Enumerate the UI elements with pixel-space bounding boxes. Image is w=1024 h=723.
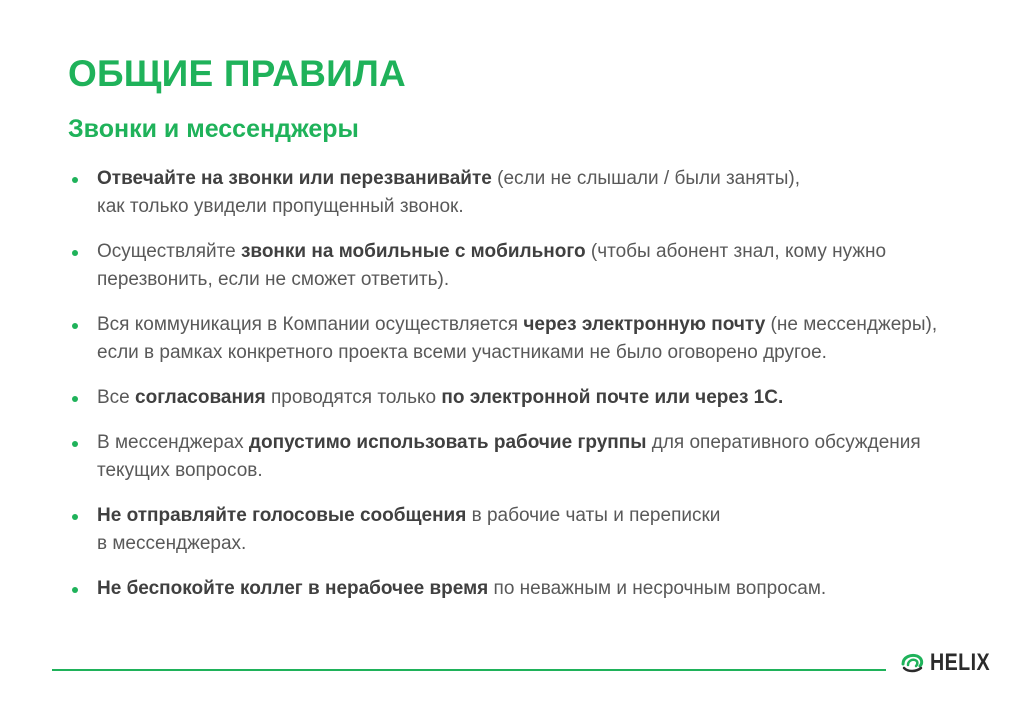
rule-text: Осуществляйте: [97, 241, 241, 262]
logo-text: HELIX: [930, 649, 991, 676]
rule-text: для оперативного обсуждения текущих вопросов.: [97, 432, 921, 481]
rules-list: [72, 165, 952, 620]
rule-item: [72, 311, 952, 367]
rule-text: В мессенджерах: [97, 432, 249, 453]
rule-text: в мессенджерах.: [97, 533, 247, 554]
rule-emphasis: согласования: [135, 387, 266, 408]
bullet-icon: [72, 396, 78, 402]
bullet-icon: [72, 514, 78, 520]
rule-item: [72, 165, 952, 221]
helix-swirl-icon: [900, 651, 926, 675]
footer-divider: [52, 669, 886, 671]
rule-item: [72, 575, 952, 603]
bullet-icon: [72, 441, 78, 447]
section-subtitle: Звонки и мессенджеры: [68, 115, 359, 143]
rule-emphasis: Не отправляйте голосовые сообщения: [97, 505, 467, 526]
rule-text: (если не слышали / были заняты),: [491, 168, 800, 189]
rule-text: в рабочие чаты и переписки: [466, 505, 721, 526]
rule-text: проводятся только: [265, 387, 442, 408]
rule-text: как только увидели пропущенный звонок.: [97, 196, 464, 217]
rule-text: Все: [97, 387, 136, 408]
rule-text: по неважным и несрочным вопросам.: [488, 578, 827, 599]
rule-emphasis: Не беспокойте коллег в нерабочее время: [97, 578, 489, 599]
rule-emphasis: звонки на мобильные с мобильного: [240, 241, 586, 262]
rule-item: [72, 502, 952, 558]
rule-text: (не мессенджеры), если в рамках конкретного проекта всеми участниками не было оговорено другое.: [97, 314, 938, 363]
helix-logo: [900, 648, 1003, 678]
rule-emphasis: по электронной почте или через 1С.: [441, 387, 784, 408]
bullet-icon: [72, 177, 78, 183]
rule-item: [72, 429, 952, 485]
bullet-icon: [72, 587, 78, 593]
rule-emphasis: через электронную почту: [523, 314, 766, 335]
rule-text: Вся коммуникация в Компании осуществляется: [97, 314, 524, 335]
rule-emphasis: Отвечайте на звонки или перезванивайте: [97, 168, 492, 189]
bullet-icon: [72, 323, 78, 329]
rule-emphasis: допустимо использовать рабочие группы: [248, 432, 647, 453]
rule-text: (чтобы абонент знал, кому нужно перезвонить, если не сможет ответить).: [97, 241, 887, 290]
rule-item: [72, 238, 952, 294]
bullet-icon: [72, 250, 78, 256]
rule-item: [72, 384, 952, 412]
page-title: ОБЩИЕ ПРАВИЛА: [68, 53, 406, 94]
